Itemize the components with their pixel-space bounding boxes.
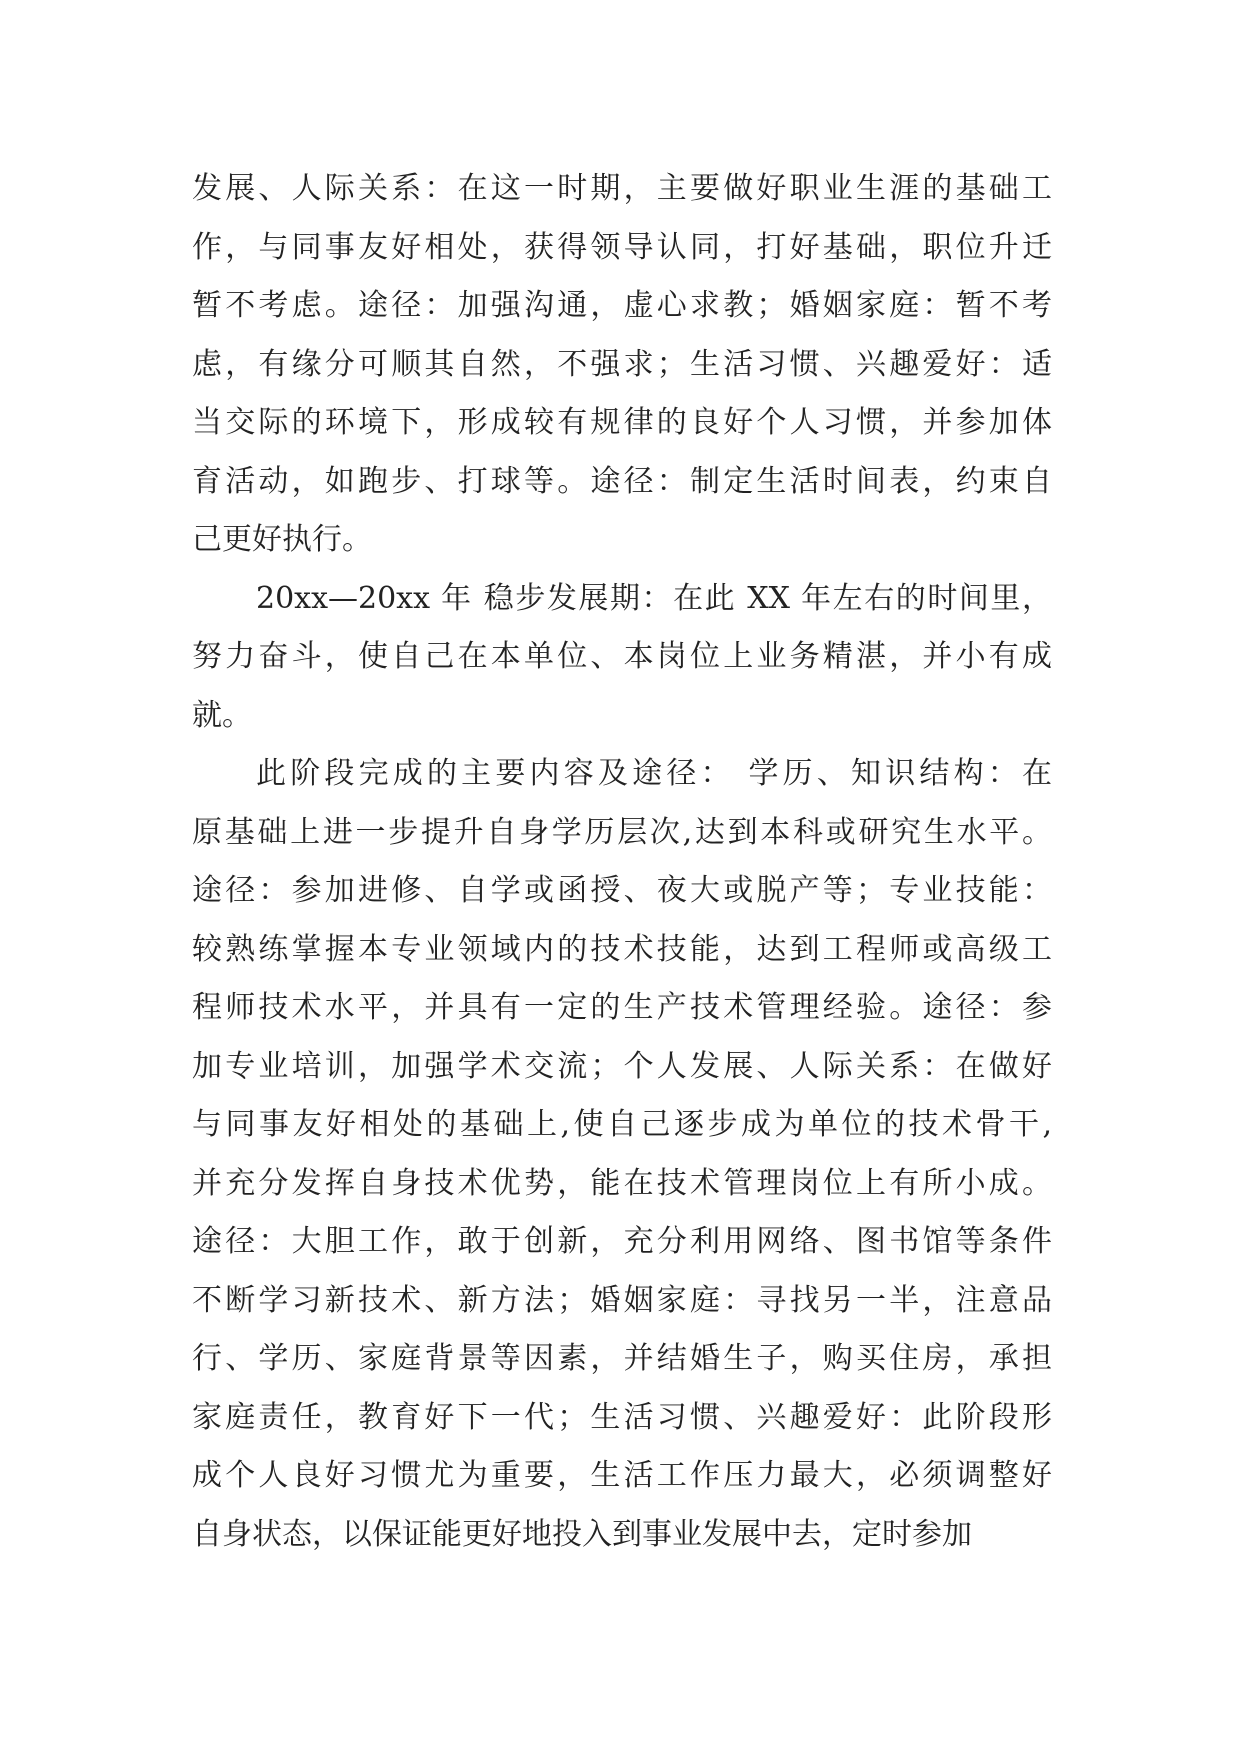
text-line: 成个人良好习惯尤为重要，生活工作压力最大，必须调整好	[192, 1458, 1052, 1493]
text-line: 虑，有缘分可顺其自然，不强求；生活习惯、兴趣爱好：适	[192, 346, 1052, 382]
text-line: 并充分发挥自身技术优势，能在技术管理岗位上有所小成。	[192, 1165, 1052, 1201]
text-line: 行、学历、家庭背景等因素，并结婚生子，购买住房，承担	[192, 1341, 1052, 1376]
text-line: 发展、人际关系：在这一时期，主要做好职业生涯的基础工	[192, 171, 1052, 206]
text-line: 育活动，如跑步、打球等。途径：制定生活时间表，约束自	[192, 463, 1052, 499]
text-line: 20xx—20xx 年 稳步发展期：在此 XX 年左右的时间里，	[256, 580, 1052, 616]
text-line: 作，与同事友好相处，获得领导认同，打好基础，职位升迁	[192, 229, 1052, 265]
text-line: 努力奋斗，使自己在本单位、本岗位上业务精湛，并小有成	[192, 639, 1052, 674]
text-line: 当交际的环境下，形成较有规律的良好个人习惯，并参加体	[192, 405, 1052, 440]
text-line: 与同事友好相处的基础上,使自己逐步成为单位的技术骨干,	[192, 1107, 1052, 1142]
text-line: 就。	[192, 697, 252, 733]
document-body	[192, 160, 1052, 1564]
text-line: 途径：参加进修、自学或函授、夜大或脱产等；专业技能：	[192, 873, 1052, 908]
text-line: 原基础上进一步提升自身学历层次,达到本科或研究生水平。	[192, 814, 1052, 850]
text-line: 加专业培训，加强学术交流；个人发展、人际关系：在做好	[192, 1048, 1052, 1084]
text-line: 不断学习新技术、新方法；婚姻家庭：寻找另一半，注意品	[192, 1282, 1052, 1318]
paragraph-p1	[192, 160, 1052, 570]
text-line: 暂不考虑。途径：加强沟通，虚心求教；婚姻家庭：暂不考	[192, 288, 1052, 323]
text-line: 较熟练掌握本专业领域内的技术技能，达到工程师或高级工	[192, 931, 1052, 967]
text-line: 程师技术水平，并具有一定的生产技术管理经验。途径：参	[192, 990, 1052, 1025]
text-line: 途径：大胆工作，敢于创新，充分利用网络、图书馆等条件	[192, 1224, 1052, 1259]
text-line: 自身状态，以保证能更好地投入到事业发展中去，定时参加	[192, 1516, 972, 1552]
text-line: 己更好执行。	[192, 522, 372, 557]
text-line: 家庭责任，教育好下一代；生活习惯、兴趣爱好：此阶段形	[192, 1399, 1052, 1435]
text-line: 此阶段完成的主要内容及途径： 学历、知识结构：在	[256, 756, 1052, 791]
paragraph-p2	[192, 570, 1052, 746]
paragraph-p3	[192, 745, 1052, 1564]
